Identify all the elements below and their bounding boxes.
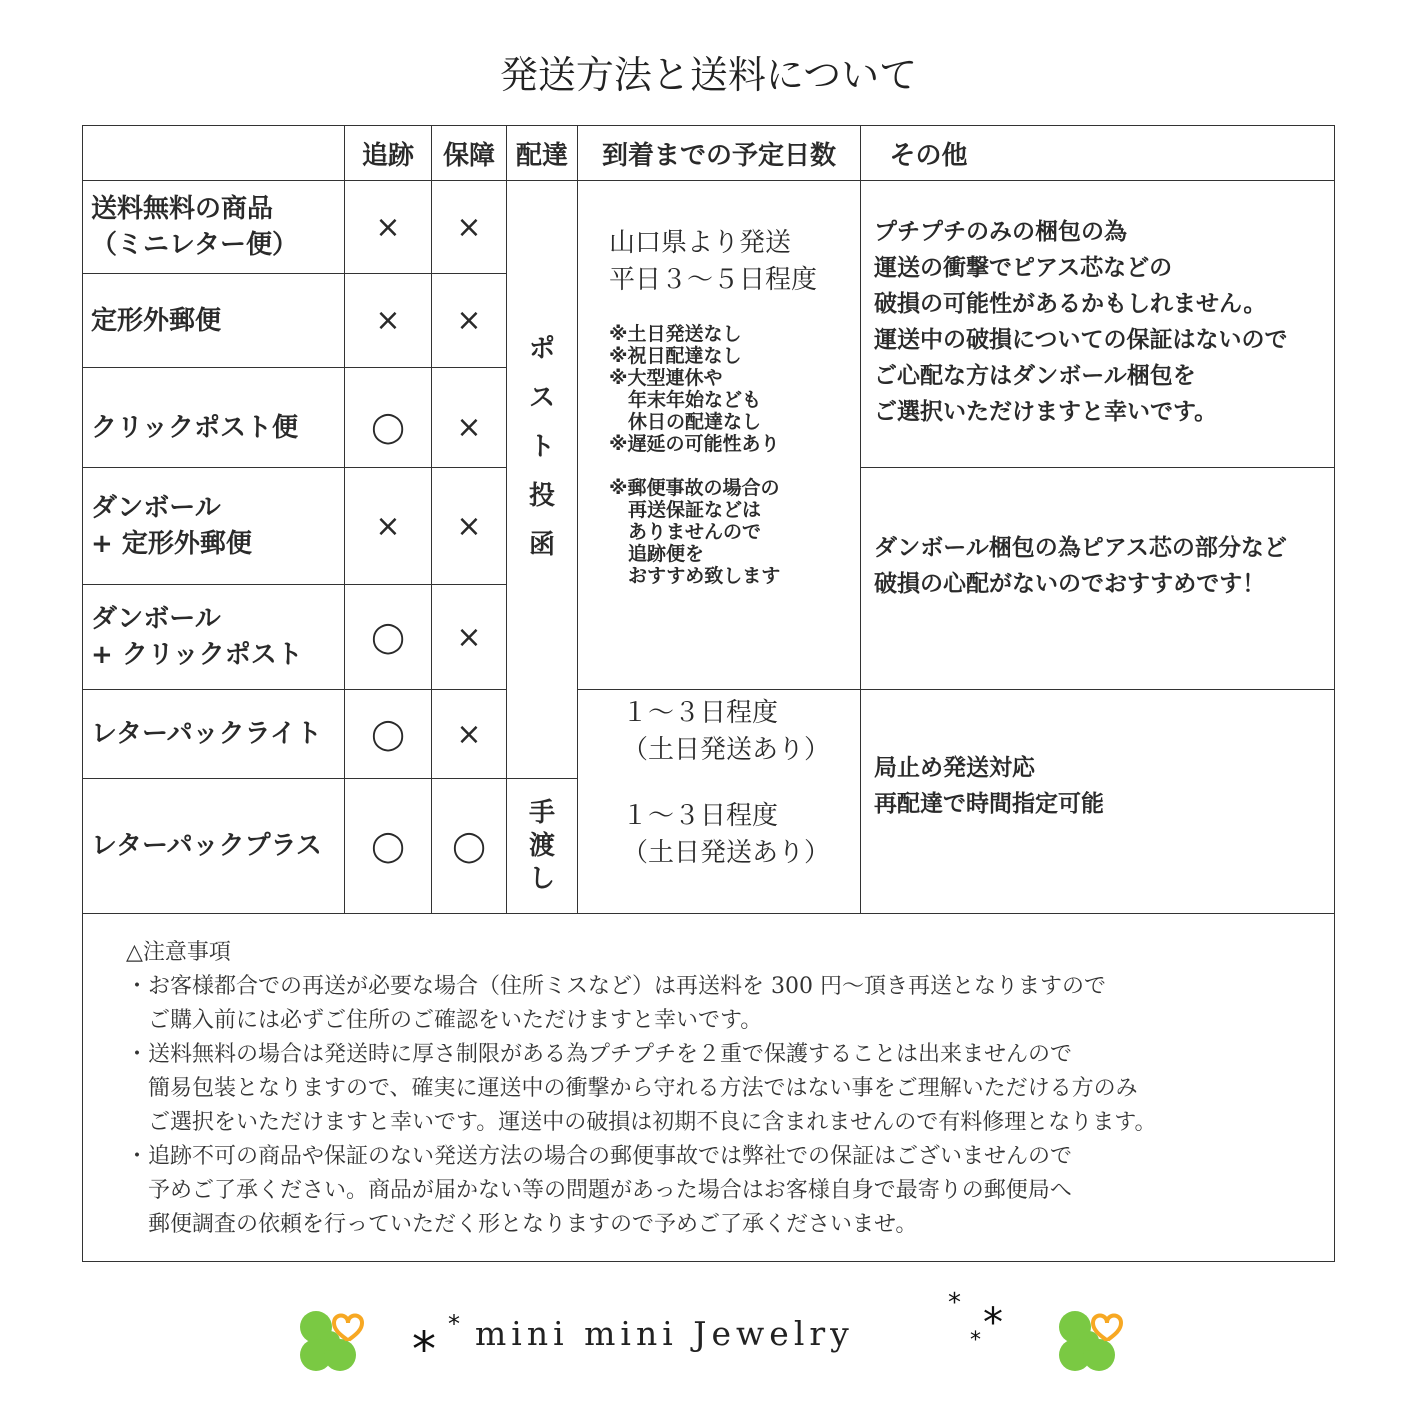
asterisk-icon: * [448,1310,460,1338]
row-label-line2: + 定形外郵便 [91,529,252,559]
delivery-hand-char: 手 [528,798,555,828]
other-note-2: ダンボール梱包の為ピアス芯の部分など 破損の心配がないのでおすすめです！ [874,535,1287,597]
header-tracking: 追跡 [361,140,414,171]
asterisk-icon: * [948,1288,961,1318]
guarantee-mark: × [456,303,482,338]
clover-icon [1053,1305,1125,1377]
guarantee-mark: × [456,209,482,245]
other-note-3: 局止め発送対応 再配達で時間指定可能 [874,755,1104,817]
delivery-post-char: 函 [528,530,555,560]
other-note-1: プチプチのみの梱包の為 運送の衝撃でピアス芯などの 破損の可能性があるかもしれません。 運送中の破損についての保証はないので ご心配な方はダンボール梱包を ご選択いただけますと幸いです。 [874,219,1288,425]
guarantee-mark: × [456,716,482,752]
delivery-post-char: 投 [528,481,555,511]
delivery-hand-char: 渡 [528,831,555,861]
tracking-mark: × [375,508,401,544]
guarantee-mark: × [456,508,482,544]
page-title: 発送方法と送料について [499,53,918,97]
row-label-clickpost: クリックポスト便 [91,412,298,443]
row-label-line2: + クリックポスト [91,640,303,670]
delivery-post-char: ト [528,432,555,462]
delivery-post-char: ポ [528,334,555,364]
row-label-line1: ダンボール [91,604,221,634]
delivery-post [507,325,577,565]
asterisk-icon: * [412,1322,436,1378]
header-other: その他 [889,140,968,171]
row-label-teikeigai: 定形外郵便 [91,305,222,336]
delivery-post-char: ス [528,383,555,413]
row-label-line1: ダンボール [91,493,221,523]
brand-name: mini mini Jewelry [475,1314,854,1353]
asterisk-icon: * [983,1300,1003,1346]
days-letterpack-plus: １～３日程度 （土日発送あり） [622,801,831,868]
days-notes: ※土日発送なし ※祝日配達なし ※大型連休や 年末年始なども 休日の配達なし ※遅延の可能性あり ※郵便事故の場合の 再送保証などは ありませんので 追跡便を おすすめ致します [609,323,781,587]
clover-icon [294,1305,366,1377]
guarantee-mark: × [456,410,482,445]
guarantee-mark: × [456,619,482,655]
tracking-mark: × [375,209,401,245]
guarantee-mark: ◯ [452,828,486,864]
row-label-box-teikeigai [83,468,344,584]
row-label-free-shipping [83,181,344,273]
row-label-letterpack-light: レターパックライト [91,719,322,749]
asterisk-icon: * [970,1328,981,1353]
row-label-line2: （ミニレター便） [91,230,298,260]
days-letterpack-light: １～３日程度 （土日発送あり） [622,698,831,765]
tracking-mark: ◯ [371,619,405,655]
delivery-hand [507,797,577,897]
header-delivery: 配達 [515,140,568,171]
row-label-letterpack-plus: レターパックプラス [91,831,322,861]
delivery-hand-char: し [528,864,555,894]
days-main: 山口県より発送 平日３～５日程度 [609,228,818,295]
tracking-mark: ◯ [371,828,405,864]
row-label-box-clickpost [83,585,344,689]
tracking-mark: ◯ [371,410,405,445]
tracking-mark: × [375,303,401,338]
row-label-line1: 送料無料の商品 [91,194,274,224]
header-guarantee: 保障 [442,140,495,171]
tracking-mark: ◯ [371,716,405,752]
header-days: 到着までの予定日数 [601,140,836,171]
caution-notes: △注意事項 ・お客様都合での再送が必要な場合（住所ミスなど）は再送料を 300 円～頂き再送となりますので ご購入前には必ずご住所のご確認をいただけますと幸いです。 ・送料無料の場合は発送時に厚さ制限がある為プチプチを２重で保護することは出来ませんので 簡易包装となりますので、確実に運送中の衝撃から守れる方法ではない事をご理解いただける方のみ ご選択をいただけますと幸いです。運送中の破損は初期不良に含まれませんので有料修理となります。 ・追跡不可の商品や保証のない発送方法の場合の郵便事故では弊社での保証はございませんので 予めご了承ください。商品が届かない等の問題があった場合はお客様自身で最寄りの郵便局へ 郵便調査の依頼を行っていただく形となりますので予めご了承くださいませ。 [126,940,1157,1237]
